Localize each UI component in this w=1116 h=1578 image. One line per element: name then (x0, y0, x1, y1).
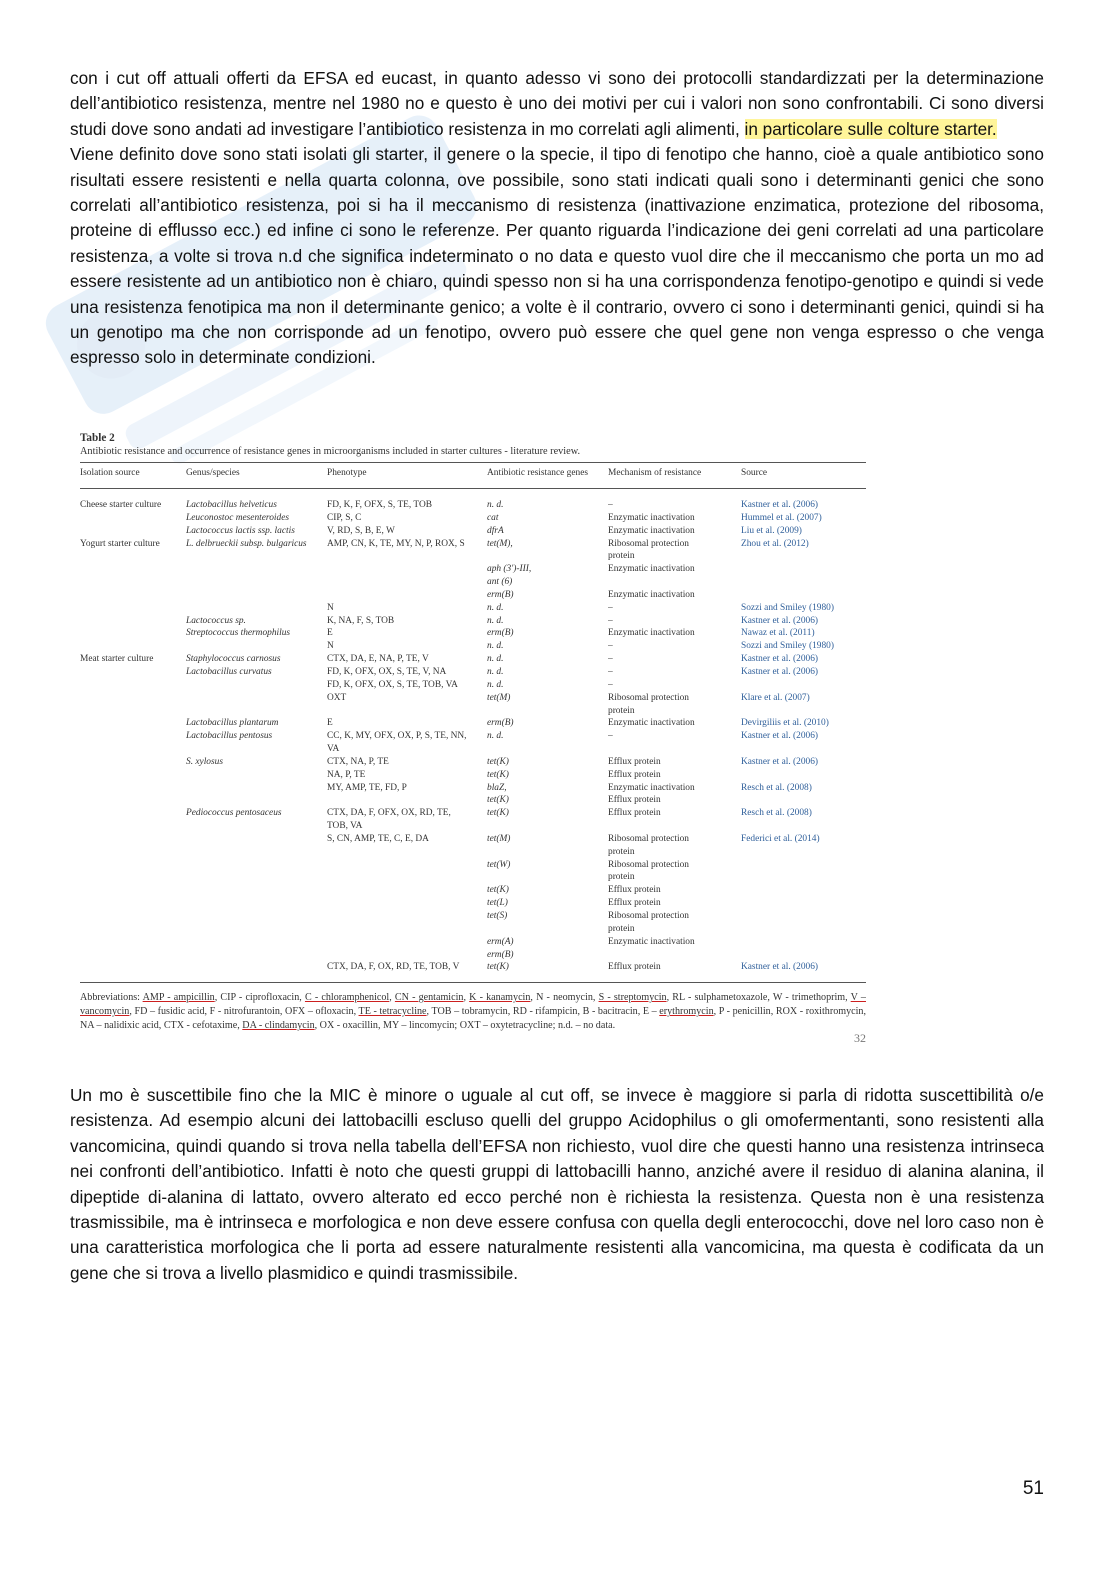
header-phenotype: Phenotype (327, 463, 487, 489)
cell-resistance-gene: n. d. (487, 615, 504, 626)
cell-isolation-source (80, 743, 186, 756)
cell-resistance-gene: blaZ, (487, 782, 507, 793)
table-row (80, 640, 866, 653)
cell-source (741, 705, 866, 718)
cell-phenotype: CTX, NA, P, TE (327, 756, 389, 767)
table-row (80, 897, 866, 910)
cell-resistance-gene: tet(K) (487, 961, 608, 982)
cell-phenotype: V, RD, S, B, E, W (327, 525, 395, 536)
cell-source: Kastner et al. (2006) (741, 666, 819, 677)
table-row (80, 884, 866, 897)
cell-resistance-gene: n. d. (487, 500, 504, 510)
header-genus-species: Genus/species (186, 463, 327, 489)
table-row (80, 666, 866, 679)
table-row (80, 949, 866, 962)
cell-resistance-gene: dfrA (487, 525, 504, 536)
cell-isolation-source (80, 717, 186, 730)
cell-source (741, 949, 866, 962)
cell-genus-species (186, 923, 327, 936)
cell-genus-species (186, 820, 327, 833)
cell-phenotype (327, 871, 487, 884)
cell-phenotype (327, 705, 487, 718)
cell-source: Klare et al. (2007) (741, 692, 810, 703)
cell-isolation-source (80, 884, 186, 897)
cell-isolation-source: Cheese starter culture (80, 500, 162, 510)
cell-isolation-source (80, 602, 186, 615)
abbr-underlined: C - chloramphenicol (304, 992, 390, 1004)
cell-resistance-gene: cat (487, 512, 499, 523)
cell-source (741, 846, 866, 859)
cell-source: Liu et al. (2009) (741, 525, 802, 536)
abbr-text: , RL - sulphametoxazole, W - trimethoprim, (666, 992, 851, 1004)
cell-resistance-gene: n. d. (487, 641, 504, 652)
cell-resistance-gene: tet(L) (487, 898, 508, 909)
cell-phenotype (327, 910, 487, 923)
cell-isolation-source (80, 615, 186, 628)
table-row (80, 859, 866, 872)
cell-source: Kastner et al. (2006) (741, 654, 819, 665)
cell-mechanism: Ribosomal protection (608, 911, 689, 921)
table-row (80, 489, 866, 512)
cell-source (741, 679, 866, 692)
cell-mechanism: Efflux protein (608, 961, 741, 982)
cell-genus-species (186, 833, 327, 846)
cell-resistance-gene: n. d. (487, 654, 504, 665)
cell-isolation-source (80, 820, 186, 833)
cell-resistance-gene: tet(K) (487, 808, 509, 819)
cell-source: Kastner et al. (2006) (741, 756, 819, 767)
cell-mechanism: Efflux protein (608, 769, 661, 780)
cell-isolation-source (80, 640, 186, 653)
table-row (80, 769, 866, 782)
cell-source: Hummel et al. (2007) (741, 512, 822, 523)
abbr-underlined: K - kanamycin (469, 992, 531, 1004)
cell-isolation-source (80, 846, 186, 859)
cell-source: Zhou et al. (2012) (741, 538, 809, 549)
cell-phenotype (327, 884, 487, 897)
cell-phenotype: N (327, 641, 334, 652)
cell-source: Kastner et al. (2006) (741, 500, 819, 510)
cell-phenotype: CTX, DA, E, NA, P, TE, V (327, 654, 429, 665)
cell-source (741, 576, 866, 589)
cell-mechanism: Ribosomal protection (608, 833, 689, 844)
cell-source: Sozzi and Smiley (1980) (741, 641, 834, 652)
table-row (80, 807, 866, 820)
cell-isolation-source (80, 859, 186, 872)
abbr-underlined: CN - gentamicin (394, 992, 464, 1004)
table-row (80, 923, 866, 936)
abbr-text: , P - penicillin, ROX - roxithromycin, NA – nalidixic acid, CTX - cefotaxime, (80, 1006, 866, 1032)
table-header-row (80, 463, 866, 489)
cell-resistance-gene (487, 871, 608, 884)
cell-isolation-source (80, 576, 186, 589)
intro-paragraph (70, 66, 1044, 371)
cell-genus-species: Lactococcus lactis ssp. lactis (186, 525, 295, 536)
cell-mechanism: Efflux protein (608, 795, 661, 806)
cell-source (741, 769, 866, 782)
cell-mechanism: Enzymatic inactivation (608, 525, 695, 536)
cell-isolation-source (80, 794, 186, 807)
cell-mechanism: – (608, 679, 613, 690)
cell-genus-species: Lactobacillus curvatus (186, 666, 272, 677)
cell-source (741, 589, 866, 602)
table-row (80, 820, 866, 833)
cell-phenotype: CIP, S, C (327, 512, 362, 523)
abbr-underlined: V – vancomycin (80, 992, 866, 1018)
cell-phenotype: E (327, 718, 333, 729)
cell-source (741, 923, 866, 936)
table-row (80, 602, 866, 615)
cell-resistance-gene: aph (3′)-III, (487, 564, 532, 575)
cell-mechanism: Ribosomal protection (608, 538, 689, 549)
cell-phenotype: FD, K, F, OFX, S, TE, TOB (327, 500, 433, 510)
cell-phenotype (327, 859, 487, 872)
cell-genus-species (186, 769, 327, 782)
cell-source (741, 820, 866, 833)
abbr-text: , FD – fusidic acid, F - nitrofurantoin, OFX – ofloxacin, (129, 1006, 359, 1018)
cell-genus-species (186, 961, 327, 982)
cell-isolation-source (80, 512, 186, 525)
cell-mechanism: Efflux protein (608, 898, 661, 909)
cell-mechanism: Ribosomal protection (608, 692, 689, 703)
cell-mechanism: protein (608, 551, 635, 562)
cell-isolation-source: Meat starter culture (80, 654, 154, 665)
cell-phenotype: N (327, 602, 334, 613)
cell-genus-species: Pediococcus pentosaceus (186, 808, 282, 819)
header-mechanism: Mechanism of resistance (608, 463, 741, 489)
cell-isolation-source (80, 949, 186, 962)
cell-resistance-gene: ant (6) (487, 577, 513, 588)
cell-isolation-source (80, 589, 186, 602)
cell-genus-species: Lactococcus sp. (186, 615, 246, 626)
abbr-underlined: AMP - ampicillin (142, 992, 215, 1004)
cell-phenotype (327, 949, 487, 962)
cell-genus-species (186, 846, 327, 859)
cell-isolation-source (80, 563, 186, 576)
cell-phenotype (327, 563, 487, 576)
cell-isolation-source (80, 769, 186, 782)
cell-source (741, 884, 866, 897)
cell-mechanism: – (608, 731, 613, 742)
cell-source (741, 871, 866, 884)
cell-mechanism: – (608, 641, 613, 652)
abbr-text: , (389, 992, 395, 1004)
abbr-underlined: DA - clindamycin (242, 1020, 315, 1032)
cell-genus-species (186, 692, 327, 705)
cell-mechanism: Enzymatic inactivation (608, 718, 695, 729)
cell-source (741, 910, 866, 923)
cell-isolation-source (80, 627, 186, 640)
table-row (80, 936, 866, 949)
cell-mechanism: Enzymatic inactivation (608, 782, 695, 793)
cell-genus-species (186, 679, 327, 692)
cell-resistance-gene: n. d. (487, 666, 504, 677)
cell-phenotype: CC, K, MY, OFX, OX, P, S, TE, NN, (327, 731, 467, 742)
cell-isolation-source (80, 936, 186, 949)
table-row (80, 538, 866, 551)
abbr-underlined: S - streptomycin (598, 992, 667, 1004)
cell-phenotype: CTX, DA, F, OX, RD, TE, TOB, V (327, 961, 487, 982)
cell-source (741, 897, 866, 910)
cell-mechanism: – (608, 500, 613, 510)
abbreviations-note (80, 991, 866, 1033)
cell-resistance-gene: tet(S) (487, 911, 508, 921)
cell-genus-species: Lactobacillus pentosus (186, 731, 273, 742)
header-resistance-genes: Antibiotic resistance genes (487, 463, 608, 489)
cell-phenotype (327, 923, 487, 936)
cell-isolation-source (80, 550, 186, 563)
table-label: Table 2 (80, 432, 115, 444)
cell-resistance-gene (487, 923, 608, 936)
cell-isolation-source (80, 871, 186, 884)
cell-source: Kastner et al. (2006) (741, 961, 866, 982)
cell-mechanism: Enzymatic inactivation (608, 564, 695, 575)
table-caption: Antibiotic resistance and occurrence of resistance genes in microorganisms included in starter cultures - literature review. (80, 446, 581, 457)
cell-mechanism: protein (608, 923, 635, 934)
cell-resistance-gene (487, 743, 608, 756)
cell-mechanism (608, 949, 741, 962)
cell-isolation-source (80, 666, 186, 679)
cell-source: Sozzi and Smiley (1980) (741, 602, 834, 613)
cell-genus-species (186, 589, 327, 602)
cell-isolation-source (80, 833, 186, 846)
cell-genus-species: Streptococcus thermophilus (186, 628, 291, 639)
cell-mechanism: protein (608, 705, 635, 716)
cell-isolation-source (80, 961, 186, 982)
table-description-text: Viene definito dove sono stati isolati gli starter, il genere o la specie, il tipo di fenotipo che hanno, cioè a quale antibiotico sono risultati essere resistenti e nella quarta colonna, ove possibile, sono stati indicati quali sono i determinanti genici che sono correlati all’antibiotico resistenza, poi si ha il meccanismo di resistenza (inattivazione enzimatica, protezione del ribosoma, proteine di efflusso ecc.) ed infine ci sono le referenze. Per quanto riguarda l’indicazione dei geni correlati ad una particolare resistenza, a volte si trova n.d che significa indeterminato o no data e questo vuol dire che il meccanismo che porta un mo ad essere resistente ad un antibiotico non è chiaro, quindi spesso non si ha una corrispondenza fenotipo-genotipo e quindi si vede una resistenza fenotipica ma non il determinante genico; a volte è il contrario, ovvero ci sono i determinanti genici, quindi si ha un genotipo ma che non corrisponde ad un fenotipo, ovvero può essere che quel gene non venga espresso o che venga espresso solo in determinate condizioni. (70, 144, 1044, 368)
cell-resistance-gene: tet(W) (487, 859, 511, 870)
table-body (80, 489, 866, 983)
cell-mechanism (608, 820, 741, 833)
cell-genus-species (186, 910, 327, 923)
cell-genus-species (186, 550, 327, 563)
cell-mechanism: Efflux protein (608, 885, 661, 896)
cell-isolation-source (80, 692, 186, 705)
cell-resistance-gene: tet(K) (487, 885, 509, 896)
cell-resistance-gene: tet(M) (487, 692, 511, 703)
cell-phenotype (327, 936, 487, 949)
table-row (80, 730, 866, 743)
cell-phenotype (327, 589, 487, 602)
cell-source (741, 794, 866, 807)
resistance-table (80, 462, 866, 983)
cell-phenotype (327, 897, 487, 910)
cell-mechanism: Efflux protein (608, 756, 661, 767)
cell-source: Resch et al. (2008) (741, 808, 812, 819)
cell-source: Devirgiliis et al. (2010) (741, 718, 829, 729)
abbr-text: , OX - oxacillin, MY – lincomycin; OXT – oxytetracycline; n.d. – no data. (314, 1020, 616, 1032)
highlighted-text: in particolare sulle colture starter. (744, 118, 997, 139)
cell-phenotype: CTX, DA, F, OFX, OX, RD, TE, (327, 808, 451, 819)
cell-isolation-source (80, 756, 186, 769)
intro-text: con i cut off attuali offerti da EFSA ed eucast, in quanto adesso vi sono dei protocolli standardizzati per la determinazione dell’antibiotico resistenza, mentre nel 1980 no e questo è uno dei motivi per cui i valori non sono confrontabili. Ci sono diversi studi dove sono andati ad investigare l’antibiotico resistenza in mo correlati agli alimenti, (70, 68, 1044, 139)
cell-source (741, 936, 866, 949)
cell-genus-species (186, 563, 327, 576)
cell-resistance-gene: tet(K) (487, 795, 509, 806)
cell-phenotype (327, 846, 487, 859)
table-row (80, 833, 866, 846)
cell-isolation-source (80, 923, 186, 936)
abbr-underlined: TE - tetracycline (358, 1006, 427, 1018)
cell-resistance-gene: n. d. (487, 602, 504, 613)
cell-phenotype: VA (327, 744, 340, 755)
cell-mechanism: Enzymatic inactivation (608, 628, 695, 639)
cell-genus-species (186, 936, 327, 949)
cell-mechanism: Enzymatic inactivation (608, 936, 695, 947)
cell-mechanism: Enzymatic inactivation (608, 512, 695, 523)
abbr-text: , (463, 992, 470, 1004)
cell-genus-species (186, 949, 327, 962)
table-row (80, 653, 866, 666)
cell-source: Resch et al. (2008) (741, 782, 812, 793)
cell-resistance-gene: erm(B) (487, 949, 514, 960)
cell-genus-species (186, 897, 327, 910)
mic-paragraph: Un mo è suscettibile fino che la MIC è minore o uguale al cut off, se invece è maggiore si parla di ridotta suscettibilità o/e resistenza. Ad esempio alcuni dei lattobacilli escluso quelli del gruppo Acidophilus o gli omofermentanti, sono resistenti alla vancomicina, quindi quando si trova nella tabella dell’EFSA non richiesto, vuol dire che questi hanno una resistenza intrinseca nei confronti dell’antibiotico. Infatti è noto che questi gruppi di lattobacilli hanno, anziché avere il residuo di alanina alanina, il dipeptide di-alanina di lattato, ovvero alterato ed ecco perché non è richiesta la resistenza. Questa non è una resistenza trasmissibile, ma è intrinseca e morfologica e non deve essere confusa con quella degli enterococchi, dove nel loro caso non è una caratteristica morfologica che li porta ad essere naturalmente resistenti alla vancomicina, ma questa è codificata da un gene che si trova a livello plasmidico e quindi trasmissibile. (70, 1085, 1044, 1283)
cell-isolation-source (80, 525, 186, 538)
cell-phenotype: NA, P, TE (327, 769, 366, 780)
table-row (80, 756, 866, 769)
cell-resistance-gene: tet(M), (487, 538, 513, 549)
table-row (80, 627, 866, 640)
cell-phenotype (327, 576, 487, 589)
cell-source: Kastner et al. (2006) (741, 731, 819, 742)
cell-resistance-gene: erm(B) (487, 628, 514, 639)
cell-phenotype: MY, AMP, TE, FD, P (327, 782, 407, 793)
cell-resistance-gene: tet(K) (487, 769, 509, 780)
table-row (80, 525, 866, 538)
cell-resistance-gene: tet(K) (487, 756, 509, 767)
table-row (80, 550, 866, 563)
cell-phenotype: TOB, VA (327, 821, 363, 832)
table-row (80, 705, 866, 718)
header-source: Source (741, 463, 866, 489)
table-row (80, 871, 866, 884)
cell-mechanism: – (608, 602, 613, 613)
cell-phenotype: AMP, CN, K, TE, MY, N, P, ROX, S (327, 538, 465, 549)
cell-genus-species (186, 640, 327, 653)
cell-genus-species (186, 859, 327, 872)
abbr-text: , TOB – tobramycin, RD - rifampicin, B - bacitracin, E – (426, 1006, 660, 1018)
cell-isolation-source (80, 910, 186, 923)
cell-phenotype: FD, K, OFX, OX, S, TE, V, NA (327, 666, 447, 677)
cell-genus-species (186, 782, 327, 795)
cell-genus-species (186, 871, 327, 884)
cell-isolation-source: Yogurt starter culture (80, 538, 160, 549)
cell-resistance-gene: erm(A) (487, 936, 514, 947)
cell-source (741, 743, 866, 756)
cell-mechanism: – (608, 666, 613, 677)
cell-phenotype: FD, K, OFX, OX, S, TE, TOB, VA (327, 679, 458, 690)
cell-phenotype (327, 550, 487, 563)
cell-mechanism: protein (608, 846, 635, 857)
cell-resistance-gene: n. d. (487, 679, 504, 690)
cell-phenotype: K, NA, F, S, TOB (327, 615, 395, 626)
cell-genus-species: Lactobacillus plantarum (186, 718, 279, 729)
abbr-text: , CIP - ciprofloxacin, (214, 992, 305, 1004)
abbr-text: Abbreviations: (80, 992, 143, 1004)
cell-isolation-source (80, 897, 186, 910)
cell-mechanism: Enzymatic inactivation (608, 589, 695, 600)
table-row (80, 679, 866, 692)
abbr-underlined: erythromycin (659, 1006, 714, 1018)
cell-resistance-gene (487, 550, 608, 563)
cell-isolation-source (80, 705, 186, 718)
cell-mechanism (608, 743, 741, 756)
cell-resistance-gene: tet(M) (487, 833, 511, 844)
table-figure (80, 432, 866, 1046)
table-row (80, 717, 866, 730)
cell-phenotype: S, CN, AMP, TE, C, E, DA (327, 833, 429, 844)
cell-source (741, 859, 866, 872)
cell-genus-species (186, 884, 327, 897)
cell-genus-species (186, 576, 327, 589)
cell-source: Kastner et al. (2006) (741, 615, 819, 626)
cell-genus-species: Leuconostoc mesenteroides (186, 512, 290, 523)
cell-resistance-gene (487, 705, 608, 718)
cell-resistance-gene: erm(B) (487, 718, 514, 729)
cell-resistance-gene (487, 820, 608, 833)
header-isolation-source: Isolation source (80, 463, 186, 489)
table-row (80, 563, 866, 576)
cell-mechanism: Ribosomal protection (608, 859, 689, 870)
cell-isolation-source (80, 679, 186, 692)
cell-phenotype (327, 794, 487, 807)
table-row (80, 743, 866, 756)
table-row (80, 910, 866, 923)
abbr-text: , N - neomycin, (530, 992, 599, 1004)
cell-genus-species: Staphylococcus carnosus (186, 654, 281, 665)
cell-source: Nawaz et al. (2011) (741, 628, 815, 639)
table-row (80, 589, 866, 602)
cell-isolation-source (80, 782, 186, 795)
cell-source (741, 550, 866, 563)
cell-mechanism: – (608, 615, 613, 626)
cell-genus-species: S. xylosus (186, 756, 223, 767)
cell-mechanism: protein (608, 872, 635, 883)
table-row (80, 512, 866, 525)
cell-genus-species: L. delbrueckii subsp. bulgaricus (186, 538, 307, 549)
cell-source (741, 563, 866, 576)
table-row (80, 615, 866, 628)
cell-phenotype: E (327, 628, 333, 639)
table-row (80, 794, 866, 807)
cell-mechanism (608, 576, 741, 589)
cell-mechanism: Efflux protein (608, 808, 661, 819)
table-row (80, 846, 866, 859)
cell-genus-species (186, 743, 327, 756)
cell-isolation-source (80, 730, 186, 743)
table-row (80, 692, 866, 705)
cell-resistance-gene (487, 846, 608, 859)
cell-resistance-gene: erm(B) (487, 589, 514, 600)
table-row (80, 782, 866, 795)
cell-source: Federici et al. (2014) (741, 833, 820, 844)
table-row (80, 576, 866, 589)
figure-number: 32 (854, 1031, 866, 1046)
cell-genus-species (186, 602, 327, 615)
cell-phenotype: OXT (327, 692, 347, 703)
cell-genus-species (186, 794, 327, 807)
table-row (80, 961, 866, 982)
page-number: 51 (1022, 1478, 1044, 1499)
cell-genus-species: Lactobacillus helveticus (186, 500, 277, 510)
cell-genus-species (186, 705, 327, 718)
cell-resistance-gene: n. d. (487, 731, 504, 742)
cell-isolation-source (80, 807, 186, 820)
cell-mechanism: – (608, 654, 613, 665)
